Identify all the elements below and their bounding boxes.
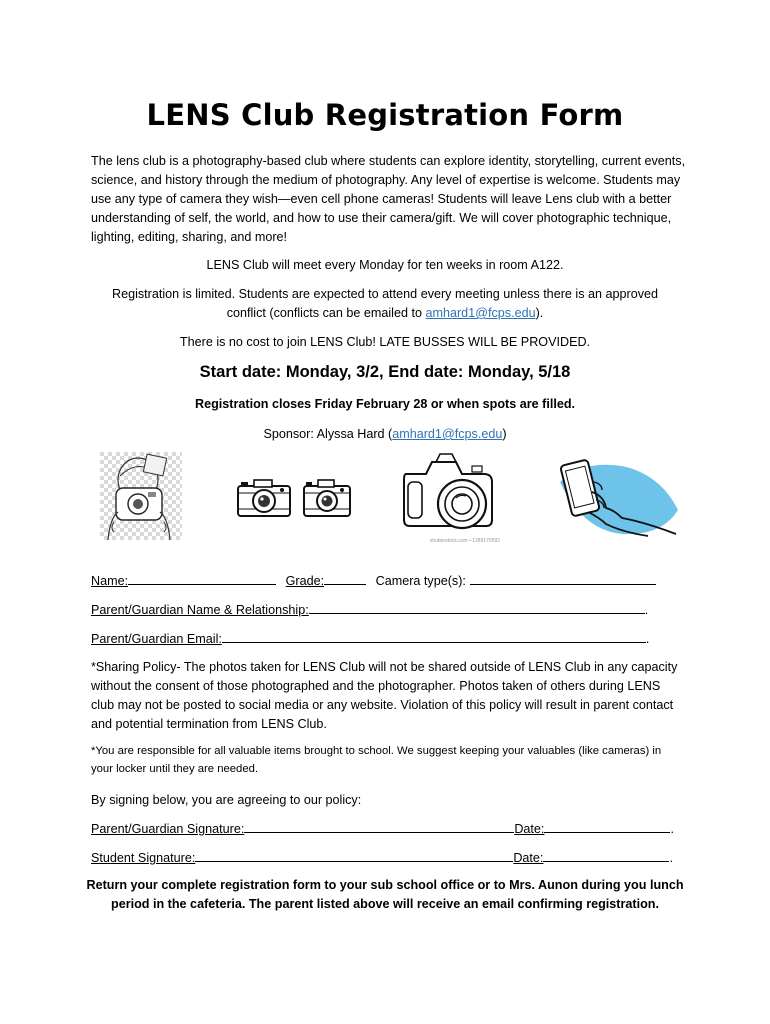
return-instructions: Return your complete registration form to your sub school office or to Mrs. Aunon during you lunch period in the cafeteria. The parent listed above will receive an email confirming registration. bbox=[86, 878, 684, 911]
guardian-email-label: Parent/Guardian Email: bbox=[91, 632, 222, 646]
guardian-date-field[interactable] bbox=[544, 820, 670, 833]
camera-type-field[interactable] bbox=[470, 572, 656, 585]
guardian-date-period: . bbox=[670, 822, 674, 836]
guardian-name-period: . bbox=[644, 603, 649, 617]
guardian-signature-row bbox=[91, 820, 674, 837]
registration-line-2-end: ). bbox=[535, 306, 544, 320]
sponsor-end: ) bbox=[502, 427, 507, 441]
page-title: LENS Club Registration Form bbox=[146, 98, 624, 132]
club-dates: Start date: Monday, 3/2, End date: Monday, 5/18 bbox=[199, 363, 571, 381]
image-caption: shutterstock.com • 1289170592 bbox=[429, 538, 501, 544]
guardian-signature-field[interactable] bbox=[244, 820, 514, 833]
guardian-email-field[interactable] bbox=[222, 630, 646, 643]
registration-line-2: conflict (conflicts can be emailed to bbox=[226, 306, 426, 320]
student-date-period: . bbox=[669, 851, 673, 865]
student-date-label: Date: bbox=[513, 851, 544, 865]
guardian-name-field[interactable] bbox=[309, 601, 645, 614]
student-date-field[interactable] bbox=[543, 849, 669, 862]
grade-field[interactable] bbox=[324, 572, 366, 585]
name-label: Name: bbox=[91, 574, 129, 588]
sponsor-info bbox=[80, 425, 690, 444]
conflict-email-link[interactable]: amhard1@fcps.edu bbox=[425, 306, 536, 320]
person-with-instant-camera-icon bbox=[100, 452, 182, 540]
student-signature-row bbox=[91, 849, 673, 866]
guardian-email-row bbox=[91, 630, 649, 647]
guardian-name-row bbox=[91, 601, 648, 618]
vintage-camera-icon bbox=[236, 476, 292, 518]
camera-type-label: Camera type(s): bbox=[375, 574, 466, 588]
grade-label: Grade: bbox=[285, 574, 325, 588]
student-signature-label: Student Signature: bbox=[91, 851, 196, 865]
sponsor-email-link[interactable]: amhard1@fcps.edu bbox=[392, 427, 503, 441]
valuables-notice: *You are responsible for all valuable items brought to school. We suggest keeping your valuables (like cameras) in your locker until they are needed. bbox=[91, 745, 662, 775]
registration-line-1: Registration is limited. Students are expected to attend every meeting unless there is an approved bbox=[111, 287, 659, 301]
guardian-signature-label: Parent/Guardian Signature: bbox=[91, 822, 245, 836]
guardian-email-period: . bbox=[645, 632, 650, 646]
student-signature-field[interactable] bbox=[195, 849, 513, 862]
registration-info bbox=[80, 285, 690, 323]
guardian-name-label: Parent/Guardian Name & Relationship: bbox=[91, 603, 309, 617]
image-row bbox=[90, 450, 690, 560]
sponsor-label: Sponsor: Alyssa Hard ( bbox=[263, 427, 393, 441]
agree-statement: By signing below, you are agreeing to our policy: bbox=[91, 793, 362, 807]
name-field[interactable] bbox=[128, 572, 276, 585]
name-grade-camera-row bbox=[91, 572, 656, 589]
cost-info: There is no cost to join LENS Club! LATE BUSSES WILL BE PROVIDED. bbox=[179, 335, 591, 349]
dslr-camera-icon bbox=[400, 450, 500, 536]
intro-paragraph: The lens club is a photography-based club where students can explore identity, storytelling, current events, science, and history through the medium of photography. Any level of expertise is welcome. Students may use any type of camera they wish—even cell phone cameras! Students will leave Lens club with a better understanding of self, the world, and how to use their camera/gift. We will cover photographic technique, lighting, editing, sharing, and more! bbox=[91, 154, 686, 244]
sharing-policy: *Sharing Policy- The photos taken for LENS Club will not be shared outside of LENS Club in any capacity without the consent of those photographed and the photographer. Photos taken of others during LENS club may not be posted to social media or any website. Violation of this policy will result in parent contact and potential termination from LENS Club. bbox=[91, 660, 678, 731]
phone-in-hand-icon bbox=[552, 452, 684, 538]
guardian-date-label: Date: bbox=[514, 822, 545, 836]
registration-deadline: Registration closes Friday February 28 or when spots are filled. bbox=[194, 397, 576, 411]
vintage-camera-icon-2 bbox=[302, 476, 352, 518]
meeting-info: LENS Club will meet every Monday for ten weeks in room A122. bbox=[206, 258, 564, 272]
